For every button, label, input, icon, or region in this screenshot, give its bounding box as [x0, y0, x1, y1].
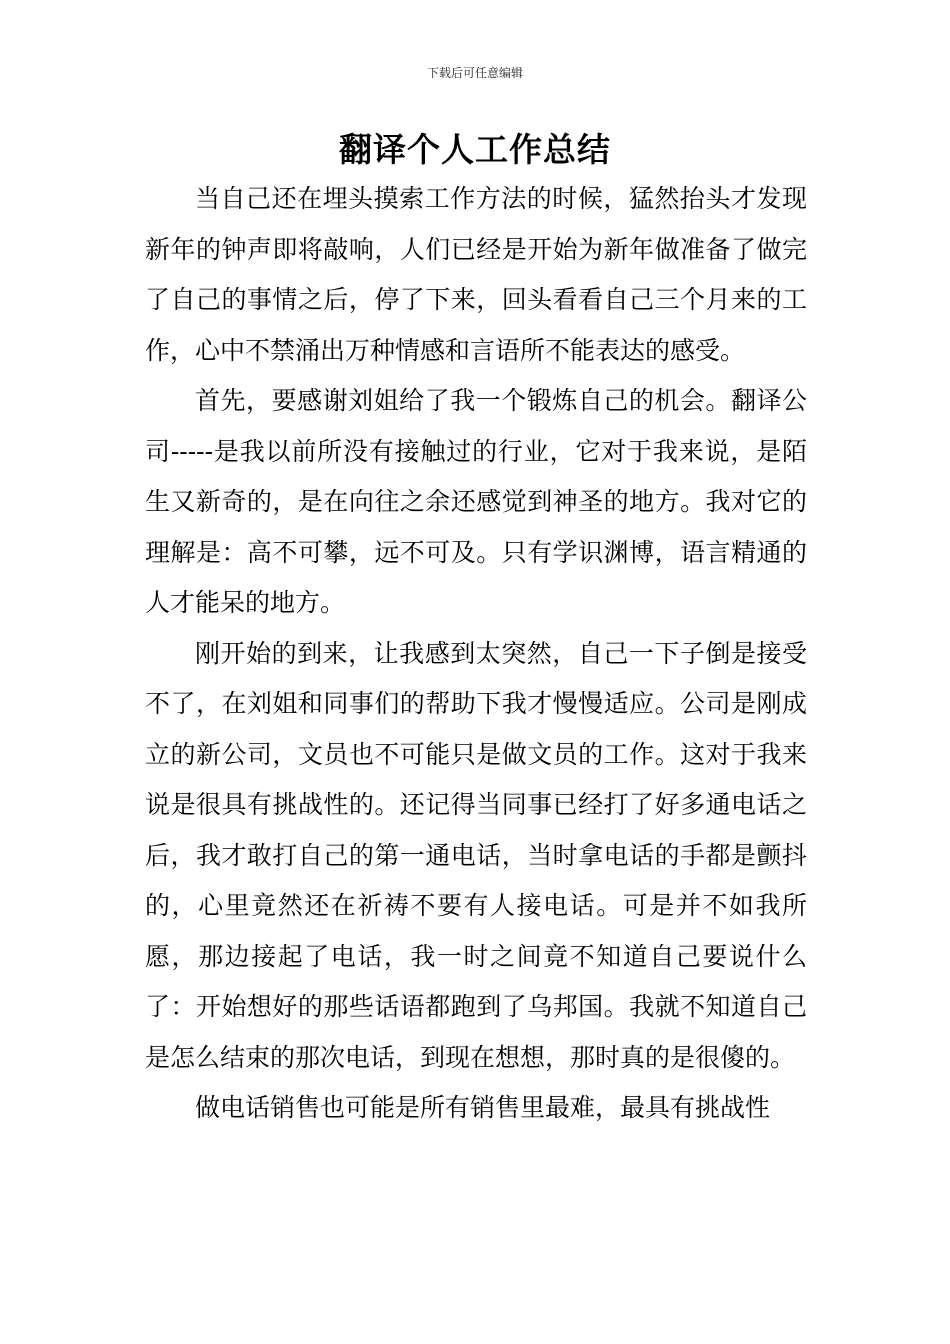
paragraph-3: 刚开始的到来，让我感到太突然，自己一下子倒是接受不了，在刘姐和同事们的帮助下我才慢慢适应。公司是刚成立的新公司，文员也不可能只是做文员的工作。这对于我来说是很具有挑战性的。还记得当同事已经打了好多通电话之后，我才敢打自己的第一通电话，当时拿电话的手都是颤抖的，心里竟然还在祈祷不要有人接电话。可是并不如我所愿，那边接起了电话，我一时之间竟不知道自己要说什么了：开始想好的那些话语都跑到了乌邦国。我就不知道自己是怎么结束的那次电话，到现在想想，那时真的是很傻的。	[145, 638, 807, 1072]
paragraph-2: 首先，要感谢刘姐给了我一个锻炼自己的机会。翻译公司-----是我以前所没有接触过的行业，它对于我来说，是陌生又新奇的，是在向往之余还感觉到神圣的地方。我对它的理解是：高不可攀，远不可及。只有学识渊博，语言精通的人才能呆的地方。	[145, 386, 807, 617]
paragraph-4: 做电话销售也可能是所有销售里最难，最具有挑战性	[195, 1093, 771, 1122]
document-body	[145, 174, 807, 1134]
document-title: 翻译个人工作总结	[339, 130, 611, 169]
paragraph-1: 当自己还在埋头摸索工作方法的时候，猛然抬头才发现新年的钟声即将敲响，人们已经是开始为新年做准备了做完了自己的事情之后，停了下来，回头看看自己三个月来的工作，心中不禁涌出万种情感和言语所不能表达的感受。	[145, 184, 807, 365]
page-header-note: 下载后可任意编辑	[426, 66, 523, 80]
